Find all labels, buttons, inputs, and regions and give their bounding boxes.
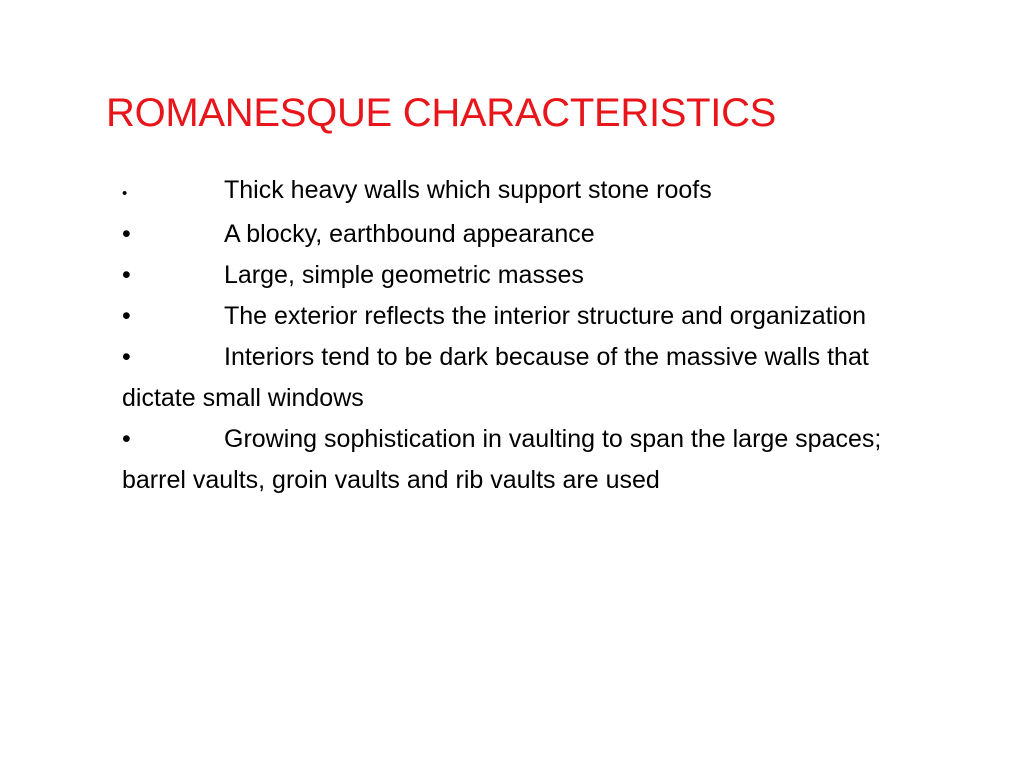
slide-title: ROMANESQUE CHARACTERISTICS bbox=[106, 91, 777, 135]
list-item-text: Growing sophistication in vaulting to span the large spaces; barrel vaults, groin vaults and rib vaults are used bbox=[122, 425, 882, 494]
list-item bbox=[122, 337, 922, 419]
list-item bbox=[122, 255, 922, 296]
bullet-icon: • bbox=[122, 220, 131, 248]
list-item bbox=[122, 170, 922, 214]
list-item-text: Interiors tend to be dark because of the massive walls that dictate small windows bbox=[122, 343, 869, 412]
list-item-text: The exterior reflects the interior structure and organization bbox=[224, 302, 866, 330]
list-item-text: Large, simple geometric masses bbox=[224, 261, 584, 289]
bullet-icon: • bbox=[122, 185, 128, 202]
bullet-list bbox=[122, 170, 922, 501]
bullet-icon: • bbox=[122, 425, 131, 453]
bullet-icon: • bbox=[122, 261, 131, 289]
list-item-text: A blocky, earthbound appearance bbox=[224, 220, 595, 248]
list-item bbox=[122, 296, 922, 337]
bullet-icon: • bbox=[122, 302, 131, 330]
list-item bbox=[122, 419, 922, 501]
list-item-text: Thick heavy walls which support stone roofs bbox=[224, 176, 712, 204]
list-item bbox=[122, 214, 922, 255]
bullet-icon: • bbox=[122, 343, 131, 371]
